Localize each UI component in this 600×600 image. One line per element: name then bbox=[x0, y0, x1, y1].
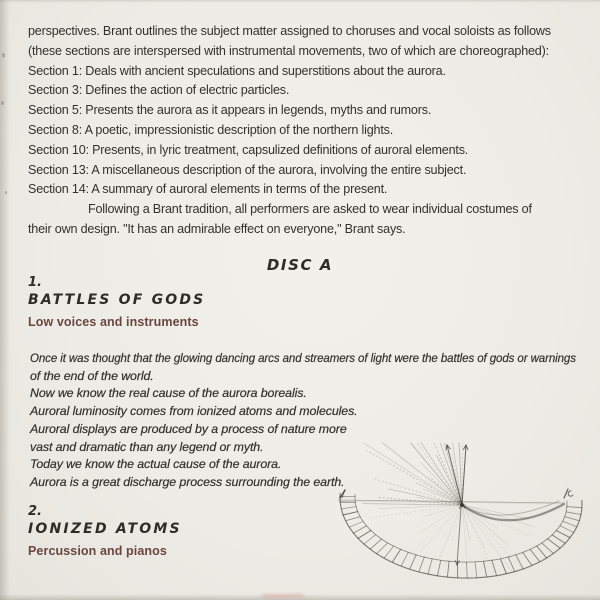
disc-a-heading: DISC A bbox=[266, 256, 334, 274]
poem-line: Once it was thought that the glowing dancing arcs and streamers of light were the battles of gods or warnings bbox=[30, 351, 576, 365]
intro-line: Section 13: A miscellaneous description of the aurora, involving the entire subject. bbox=[28, 162, 467, 177]
intro-line: Section 1: Deals with ancient speculations and superstitions about the aurora. bbox=[28, 63, 446, 78]
track-title: IONIZED ATOMS bbox=[28, 521, 182, 537]
intro-line: (these sections are interspersed with instrumental movements, two of which are choreographed): bbox=[28, 43, 549, 58]
scan-speck bbox=[5, 191, 7, 194]
track-number: 1. bbox=[28, 275, 42, 290]
poem-line: of the end of the world. bbox=[30, 368, 154, 383]
intro-line: Section 8: A poetic, impressionistic description of the northern lights. bbox=[28, 122, 394, 137]
track-subtitle: Low voices and instruments bbox=[28, 315, 199, 329]
track-title: BATTLES OF GODS bbox=[28, 292, 206, 308]
intro-paragraph bbox=[28, 22, 576, 240]
intro-line: their own design. "It has an admirable effect on everyone," Brant says. bbox=[28, 221, 406, 236]
scan-speck bbox=[2, 53, 5, 58]
intro-line: Section 5: Presents the aurora as it appears in legends, myths and rumors. bbox=[28, 103, 432, 118]
scan-speck bbox=[1, 101, 4, 105]
poem-line: vast and dramatic than any legend or myth. bbox=[30, 439, 264, 454]
scan-edge-left bbox=[0, 0, 10, 600]
scan-edge-top bbox=[0, 0, 600, 3]
intro-line: Section 10: Presents, in lyric treatment, capsulized definitions of auroral elements. bbox=[28, 142, 469, 157]
track-number: 2. bbox=[28, 504, 42, 519]
poem-line: Aurora is a great discharge process surrounding the earth. bbox=[30, 474, 345, 489]
intro-line: perspectives. Brant outlines the subject matter assigned to choruses and vocal soloists as follows bbox=[28, 24, 551, 38]
poem-line: Auroral luminosity comes from ionized atoms and molecules. bbox=[30, 404, 358, 419]
aurora-arc-sketch-illustration bbox=[330, 432, 595, 590]
poem-line: Auroral displays are produced by a process of nature more bbox=[30, 421, 347, 436]
intro-line: Following a Brant tradition, all performers are asked to wear individual costumes of bbox=[88, 202, 532, 217]
intro-line: Section 14: A summary of auroral elements in terms of the present. bbox=[28, 182, 388, 197]
intro-line: Section 3: Defines the action of electric particles. bbox=[28, 83, 290, 98]
poem-line: Today we know the actual cause of the aurora. bbox=[30, 457, 282, 472]
poem-line: Now we know the real cause of the aurora borealis. bbox=[30, 386, 307, 401]
track-entry-1 bbox=[28, 275, 205, 329]
track-subtitle: Percussion and pianos bbox=[28, 544, 167, 558]
track-entry-2 bbox=[28, 504, 182, 558]
scan-smudge bbox=[262, 594, 304, 598]
